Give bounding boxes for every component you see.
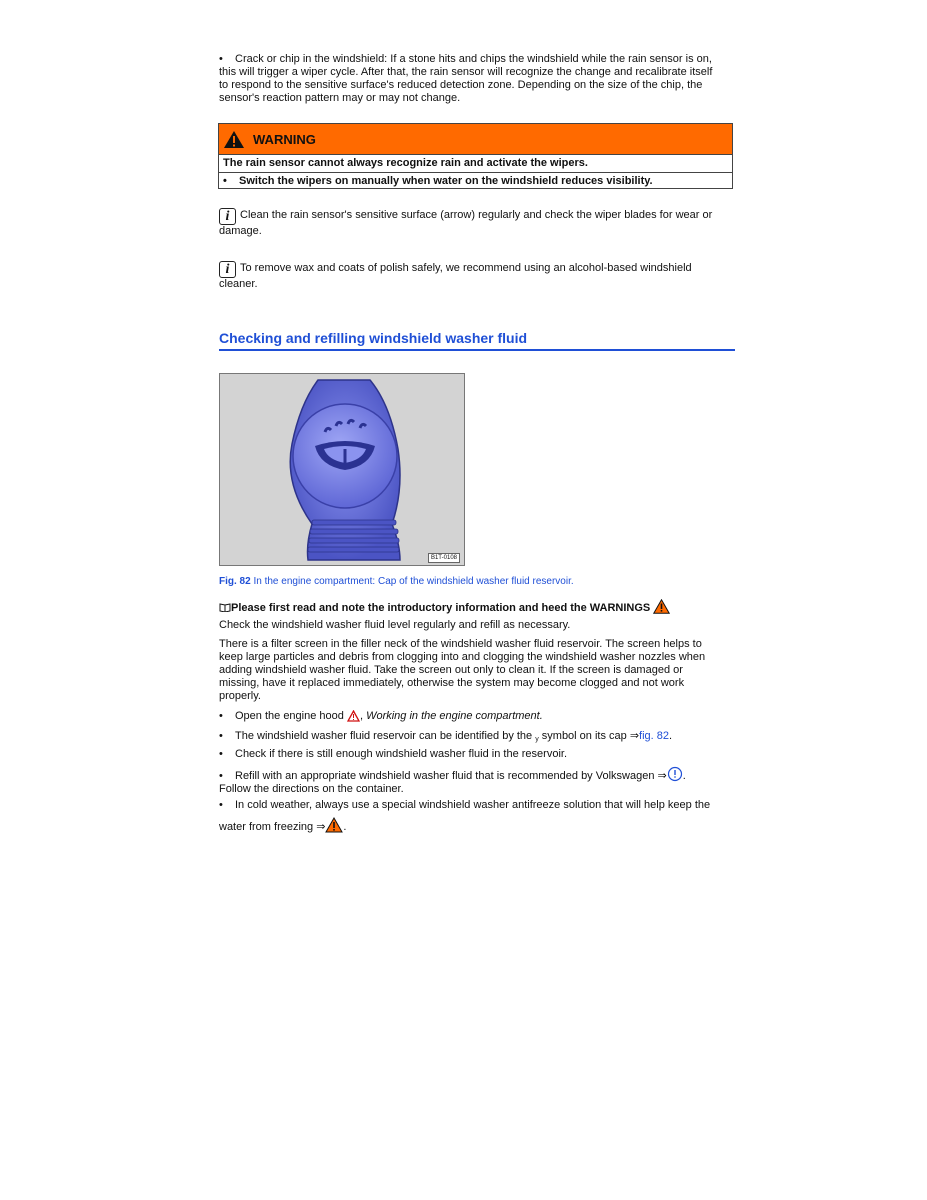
- info-icon: i: [219, 261, 236, 278]
- step-identify-reservoir: • The windshield washer fluid reservoir can be identified by the y symbol on its cap ⇒fig. 82.: [219, 730, 673, 743]
- step-refill: • Refill with an appropriate windshield washer fluid that is recommended by Volkswagen ⇒ . Follow the directions on the container.: [219, 766, 735, 796]
- bullet-dot: •: [219, 730, 223, 742]
- warning-title: WARNING: [253, 131, 316, 147]
- figure-code: B1T-0108: [428, 553, 460, 563]
- warning-triangle-icon[interactable]: [653, 599, 670, 614]
- warning-text: The rain sensor cannot always recognize rain and activate the wipers.: [223, 157, 588, 169]
- step-check-level: • Check if there is still enough windshield washer fluid in the reservoir.: [219, 748, 567, 760]
- bullet-dot: •: [219, 799, 223, 811]
- step-cold-weather: • In cold weather, always use a special windshield washer antifreeze solution that will help keep the water from freezing ⇒ .: [219, 799, 711, 833]
- warning-triangle-icon: [223, 130, 245, 149]
- body-filter-screen: There is a filter screen in the filler neck of the windshield washer fluid reservoir. The screen helps to keep large particles and debris from clogging into and clogging the windshield washer nozzles when adding windshield washer fluid. Take the screen out only to clean it. If the screen is damaged or missing, have it replaced immediately, otherwise the system may become clogged and not work properly.: [219, 638, 706, 702]
- figure-label: Fig. 82: [219, 576, 251, 587]
- bullet-dot: •: [219, 710, 223, 722]
- bullet-dot: •: [223, 175, 227, 187]
- read-first-notice: Please first read and note the introductory information and heed the WARNINGS: [219, 599, 735, 615]
- note-remove-wax: i To remove wax and coats of polish safely, we recommend using an alcohol-based windshield cleaner.: [219, 262, 692, 290]
- intro-bullet: • Crack or chip in the windshield: If a stone hits and chips the windshield while the rain sensor is on, this will trigger a wiper cycle. After that, the rain sensor will recognize the change and recalibrate itself to respond to the sensitive surface's reduced detection zone. Depending on the size of the chip, the sensor's reaction pattern may or may not change.: [219, 53, 713, 104]
- washer-symbol: y: [535, 736, 539, 743]
- warning-box: [218, 123, 733, 189]
- figure-link[interactable]: fig. 82: [639, 730, 669, 742]
- figure-caption: Fig. 82 In the engine compartment: Cap of the windshield washer fluid reservoir.: [219, 576, 574, 587]
- figure-washer-cap: [219, 373, 465, 566]
- bullet-dot: •: [219, 770, 223, 782]
- bullet-dot: •: [219, 748, 223, 760]
- step-open-hood: • Open the engine hood , Working in the engine compartment.: [219, 710, 543, 722]
- body-check: Check the windshield washer fluid level regularly and refill as necessary.: [219, 619, 571, 631]
- warning-triangle-icon[interactable]: [325, 817, 343, 833]
- caution-circle-icon[interactable]: [667, 766, 683, 782]
- warning-header: [219, 124, 732, 155]
- warning-bullet: • Switch the wipers on manually when water on the windshield reduces visibility.: [219, 172, 732, 190]
- warning-triangle-icon[interactable]: [347, 710, 360, 722]
- note-clean-sensor: i Clean the rain sensor's sensitive surface (arrow) regularly and check the wiper blades for wear or damage.: [219, 209, 713, 237]
- washer-cap-illustration: [220, 374, 464, 565]
- section-heading: Checking and refilling windshield washer fluid: [219, 332, 735, 351]
- book-icon: [219, 602, 231, 612]
- info-icon: i: [219, 208, 236, 225]
- bullet-dot: •: [219, 53, 223, 65]
